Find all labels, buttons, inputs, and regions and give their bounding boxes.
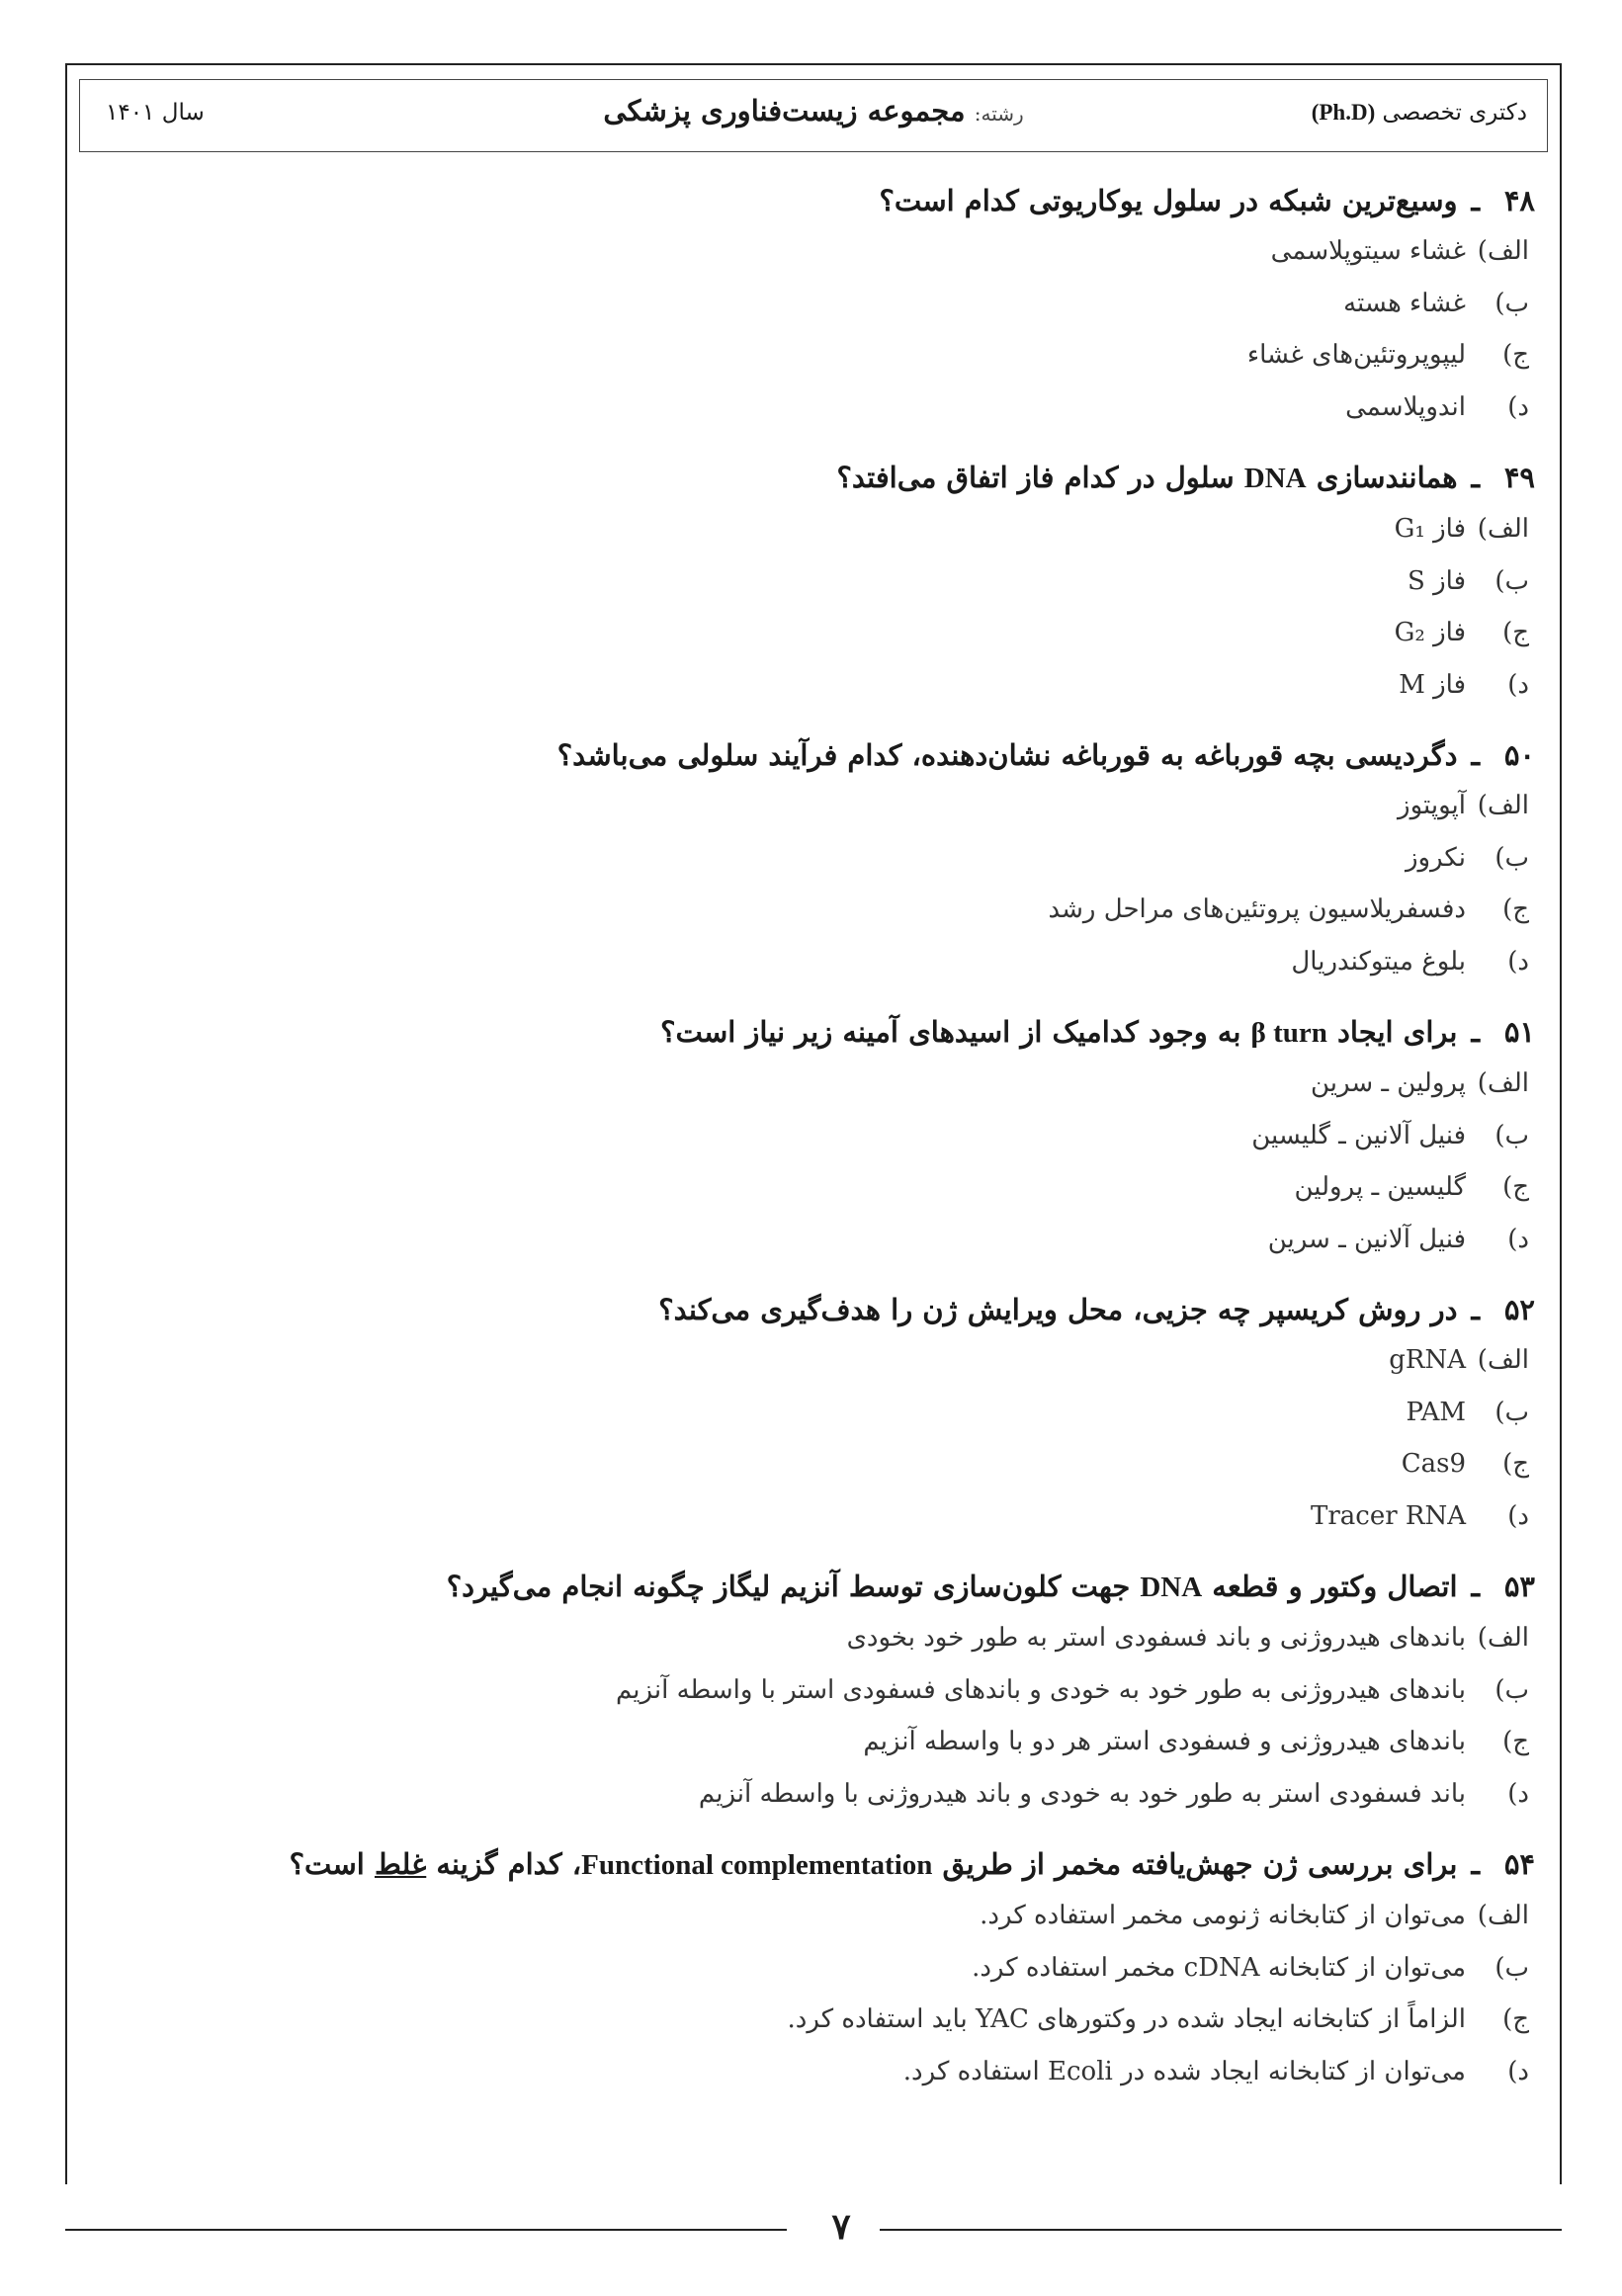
answer-option <box>112 936 1529 988</box>
option-text: باند فسفودی استر به طور خود به خودی و باند هیدروژنی با واسطه آنزیم <box>698 1778 1466 1809</box>
answer-option <box>112 329 1529 382</box>
option-label: ب) <box>1494 1120 1529 1150</box>
question-text: وسیع‌ترین شبکه در سلول یوکاریوتی کدام است؟ <box>879 184 1458 217</box>
question-dash: ـ <box>1471 1293 1480 1326</box>
option-text: بلوغ میتوکندریال <box>1291 946 1466 977</box>
option-label: د) <box>1507 1500 1529 1531</box>
answer-option <box>112 1110 1529 1162</box>
option-text: می‌توان از کتابخانه cDNA مخمر استفاده کرد. <box>972 1952 1466 1983</box>
question-text: غلط <box>374 1847 427 1881</box>
option-text: gRNA <box>1389 1345 1466 1375</box>
option-label: الف) <box>1477 514 1529 544</box>
question-number: ۵۴ <box>1503 1847 1535 1881</box>
option-label: د) <box>1507 946 1529 977</box>
answer-option <box>112 225 1529 278</box>
option-text: می‌توان از کتابخانه ژنومی مخمر استفاده کرد. <box>980 1901 1466 1930</box>
answer-option <box>112 1387 1529 1439</box>
option-label: ب) <box>1494 842 1529 873</box>
question-item <box>112 1839 1535 2097</box>
option-text: باندهای هیدروژنی به طور خود به خودی و باندهای فسفودی استر با واسطه آنزیم <box>615 1674 1466 1705</box>
question-stem <box>112 453 1535 503</box>
question-dash: ـ <box>1471 184 1480 217</box>
question-stem <box>112 1839 1535 1890</box>
answer-option <box>112 1664 1529 1717</box>
page-number: ۷ <box>831 2206 851 2248</box>
page-footer <box>65 2206 1562 2250</box>
question-stem <box>112 1007 1535 1058</box>
answer-option <box>112 1994 1529 2046</box>
question-stem <box>112 1285 1535 1334</box>
question-stem <box>112 1562 1535 1612</box>
option-text: غشاء سیتوپلاسمی <box>1270 236 1466 266</box>
question-stem <box>112 176 1535 225</box>
option-label: ب) <box>1494 288 1529 318</box>
question-dash: ـ <box>1471 1015 1480 1049</box>
option-label: د) <box>1507 2056 1529 2086</box>
question-dash: ـ <box>1471 738 1480 772</box>
answer-option <box>112 832 1529 885</box>
option-text: باندهای هیدروژنی و باند فسفودی استر به طور خود بخودی <box>846 1623 1466 1653</box>
option-text: الزاماً از کتابخانه ایجاد شده در وکتورهای YAC باید استفاده کرد. <box>787 2004 1466 2034</box>
question-item <box>112 453 1535 711</box>
question-item <box>112 176 1535 433</box>
question-text: Functional complementation <box>581 1849 933 1881</box>
option-text: Tracer RNA <box>1310 1500 1466 1531</box>
question-number: ۵۳ <box>1503 1570 1535 1603</box>
answer-option <box>112 1890 1529 1942</box>
answer-option <box>112 1438 1529 1490</box>
exam-year: سال ۱۴۰۱ <box>106 100 205 126</box>
answer-option <box>112 1214 1529 1266</box>
option-label: الف) <box>1477 236 1529 266</box>
degree-label: دکتری تخصصی (Ph.D) <box>1311 100 1527 126</box>
answer-option <box>112 555 1529 608</box>
question-text: جهت کلون‌سازی توسط آنزیم لیگاز چگونه انجام می‌گیرد؟ <box>446 1570 1141 1603</box>
option-text: باندهای هیدروژنی و فسفودی استر هر دو با واسطه آنزیم <box>863 1727 1466 1756</box>
option-label: الف) <box>1477 1068 1529 1098</box>
option-label: ج) <box>1502 2004 1529 2034</box>
answer-option <box>112 780 1529 832</box>
question-text: β turn <box>1250 1017 1327 1049</box>
answer-option <box>112 884 1529 936</box>
option-label: ج) <box>1502 1727 1529 1756</box>
exam-header <box>79 79 1548 152</box>
footer-rule-right <box>880 2229 1562 2231</box>
option-label: د) <box>1507 391 1529 422</box>
option-text: فاز M <box>1399 669 1466 700</box>
answer-option <box>112 659 1529 712</box>
option-text: فاز S <box>1408 565 1466 596</box>
option-text: گلیسین ـ پرولین <box>1294 1172 1466 1202</box>
answer-option <box>112 2046 1529 2098</box>
option-text: آپوپتوز <box>1398 791 1466 820</box>
question-text: دگردیسی بچه قورباغه به قورباغه نشان‌دهنده، کدام فرآیند سلولی می‌باشد؟ <box>556 738 1458 772</box>
question-dash: ـ <box>1471 461 1480 494</box>
option-label: الف) <box>1477 1901 1529 1930</box>
option-text: دفسفریلاسیون پروتئین‌های مراحل رشد <box>1048 894 1466 924</box>
option-text: اندوپلاسمی <box>1345 391 1466 422</box>
option-label: د) <box>1507 669 1529 700</box>
option-label: ب) <box>1494 1952 1529 1983</box>
option-label: ج) <box>1502 618 1529 647</box>
question-number: ۴۹ <box>1503 461 1535 494</box>
question-text: همانندسازی <box>1306 461 1458 494</box>
field-name: مجموعه زیست‌فناوری پزشکی <box>603 94 966 128</box>
option-text: نکروز <box>1405 842 1466 873</box>
option-label: ج) <box>1502 894 1529 924</box>
question-number: ۴۸ <box>1503 184 1535 217</box>
option-text: Cas9 <box>1401 1449 1466 1479</box>
option-label: ب) <box>1494 565 1529 596</box>
option-label: الف) <box>1477 791 1529 820</box>
question-dash: ـ <box>1471 1570 1480 1603</box>
option-text: می‌توان از کتابخانه ایجاد شده در Ecoli استفاده کرد. <box>902 2056 1466 2086</box>
question-item <box>112 1562 1535 1820</box>
answer-option <box>112 278 1529 330</box>
option-label: ج) <box>1502 340 1529 370</box>
option-text: PAM <box>1406 1397 1466 1427</box>
option-label: د) <box>1507 1224 1529 1254</box>
option-text: فاز G₁ <box>1394 514 1466 544</box>
answer-option <box>112 1334 1529 1387</box>
option-label: ب) <box>1494 1674 1529 1705</box>
option-label: ب) <box>1494 1397 1529 1427</box>
question-text: است؟ <box>289 1847 375 1881</box>
question-text: DNA <box>1243 463 1307 494</box>
question-number: ۵۰ <box>1503 738 1535 772</box>
field-label: رشته: <box>974 102 1024 126</box>
question-number: ۵۲ <box>1503 1293 1535 1326</box>
question-item <box>112 1285 1535 1542</box>
answer-option <box>112 382 1529 434</box>
answer-option <box>112 1768 1529 1821</box>
degree-latin: (Ph.D) <box>1311 100 1376 125</box>
field-title <box>80 94 1547 128</box>
question-text: سلول در کدام فاز اتفاق می‌افتد؟ <box>836 461 1244 494</box>
question-text: ، کدام گزینه <box>426 1847 582 1881</box>
option-text: فنیل آلانین ـ گلیسین <box>1251 1120 1466 1150</box>
question-text: به وجود کدامیک از اسیدهای آمینه زیر نیاز است؟ <box>660 1015 1251 1049</box>
answer-option <box>112 1716 1529 1768</box>
option-label: الف) <box>1477 1345 1529 1375</box>
option-label: د) <box>1507 1778 1529 1809</box>
option-text: پرولین ـ سرین <box>1310 1068 1466 1098</box>
question-item <box>112 730 1535 987</box>
answer-option <box>112 607 1529 659</box>
answer-option <box>112 1942 1529 1995</box>
question-text: برای بررسی ژن جهش‌یافته مخمر از طریق <box>932 1847 1458 1881</box>
option-text: فنیل آلانین ـ سرین <box>1267 1224 1466 1254</box>
question-text: اتصال وکتور و قطعه <box>1202 1570 1458 1603</box>
option-text: غشاء هسته <box>1343 288 1466 318</box>
question-text: در روش کریسپر چه جزیی، محل ویرایش ژن را هدف‌گیری می‌کند؟ <box>658 1293 1458 1326</box>
option-label: الف) <box>1477 1623 1529 1653</box>
questions-list <box>112 176 1535 2117</box>
answer-option <box>112 1058 1529 1110</box>
answer-option <box>112 1161 1529 1214</box>
option-label: ج) <box>1502 1172 1529 1202</box>
answer-option <box>112 1490 1529 1543</box>
question-item <box>112 1007 1535 1265</box>
answer-option <box>112 503 1529 555</box>
question-text: برای ایجاد <box>1326 1015 1458 1049</box>
option-text: فاز G₂ <box>1394 618 1466 647</box>
question-stem <box>112 730 1535 780</box>
question-number: ۵۱ <box>1503 1015 1535 1049</box>
option-label: ج) <box>1502 1449 1529 1479</box>
footer-rule-left <box>65 2229 787 2231</box>
question-text: DNA <box>1140 1572 1203 1603</box>
question-dash: ـ <box>1471 1847 1480 1881</box>
answer-option <box>112 1612 1529 1664</box>
option-text: لیپوپروتئین‌های غشاء <box>1246 340 1466 370</box>
